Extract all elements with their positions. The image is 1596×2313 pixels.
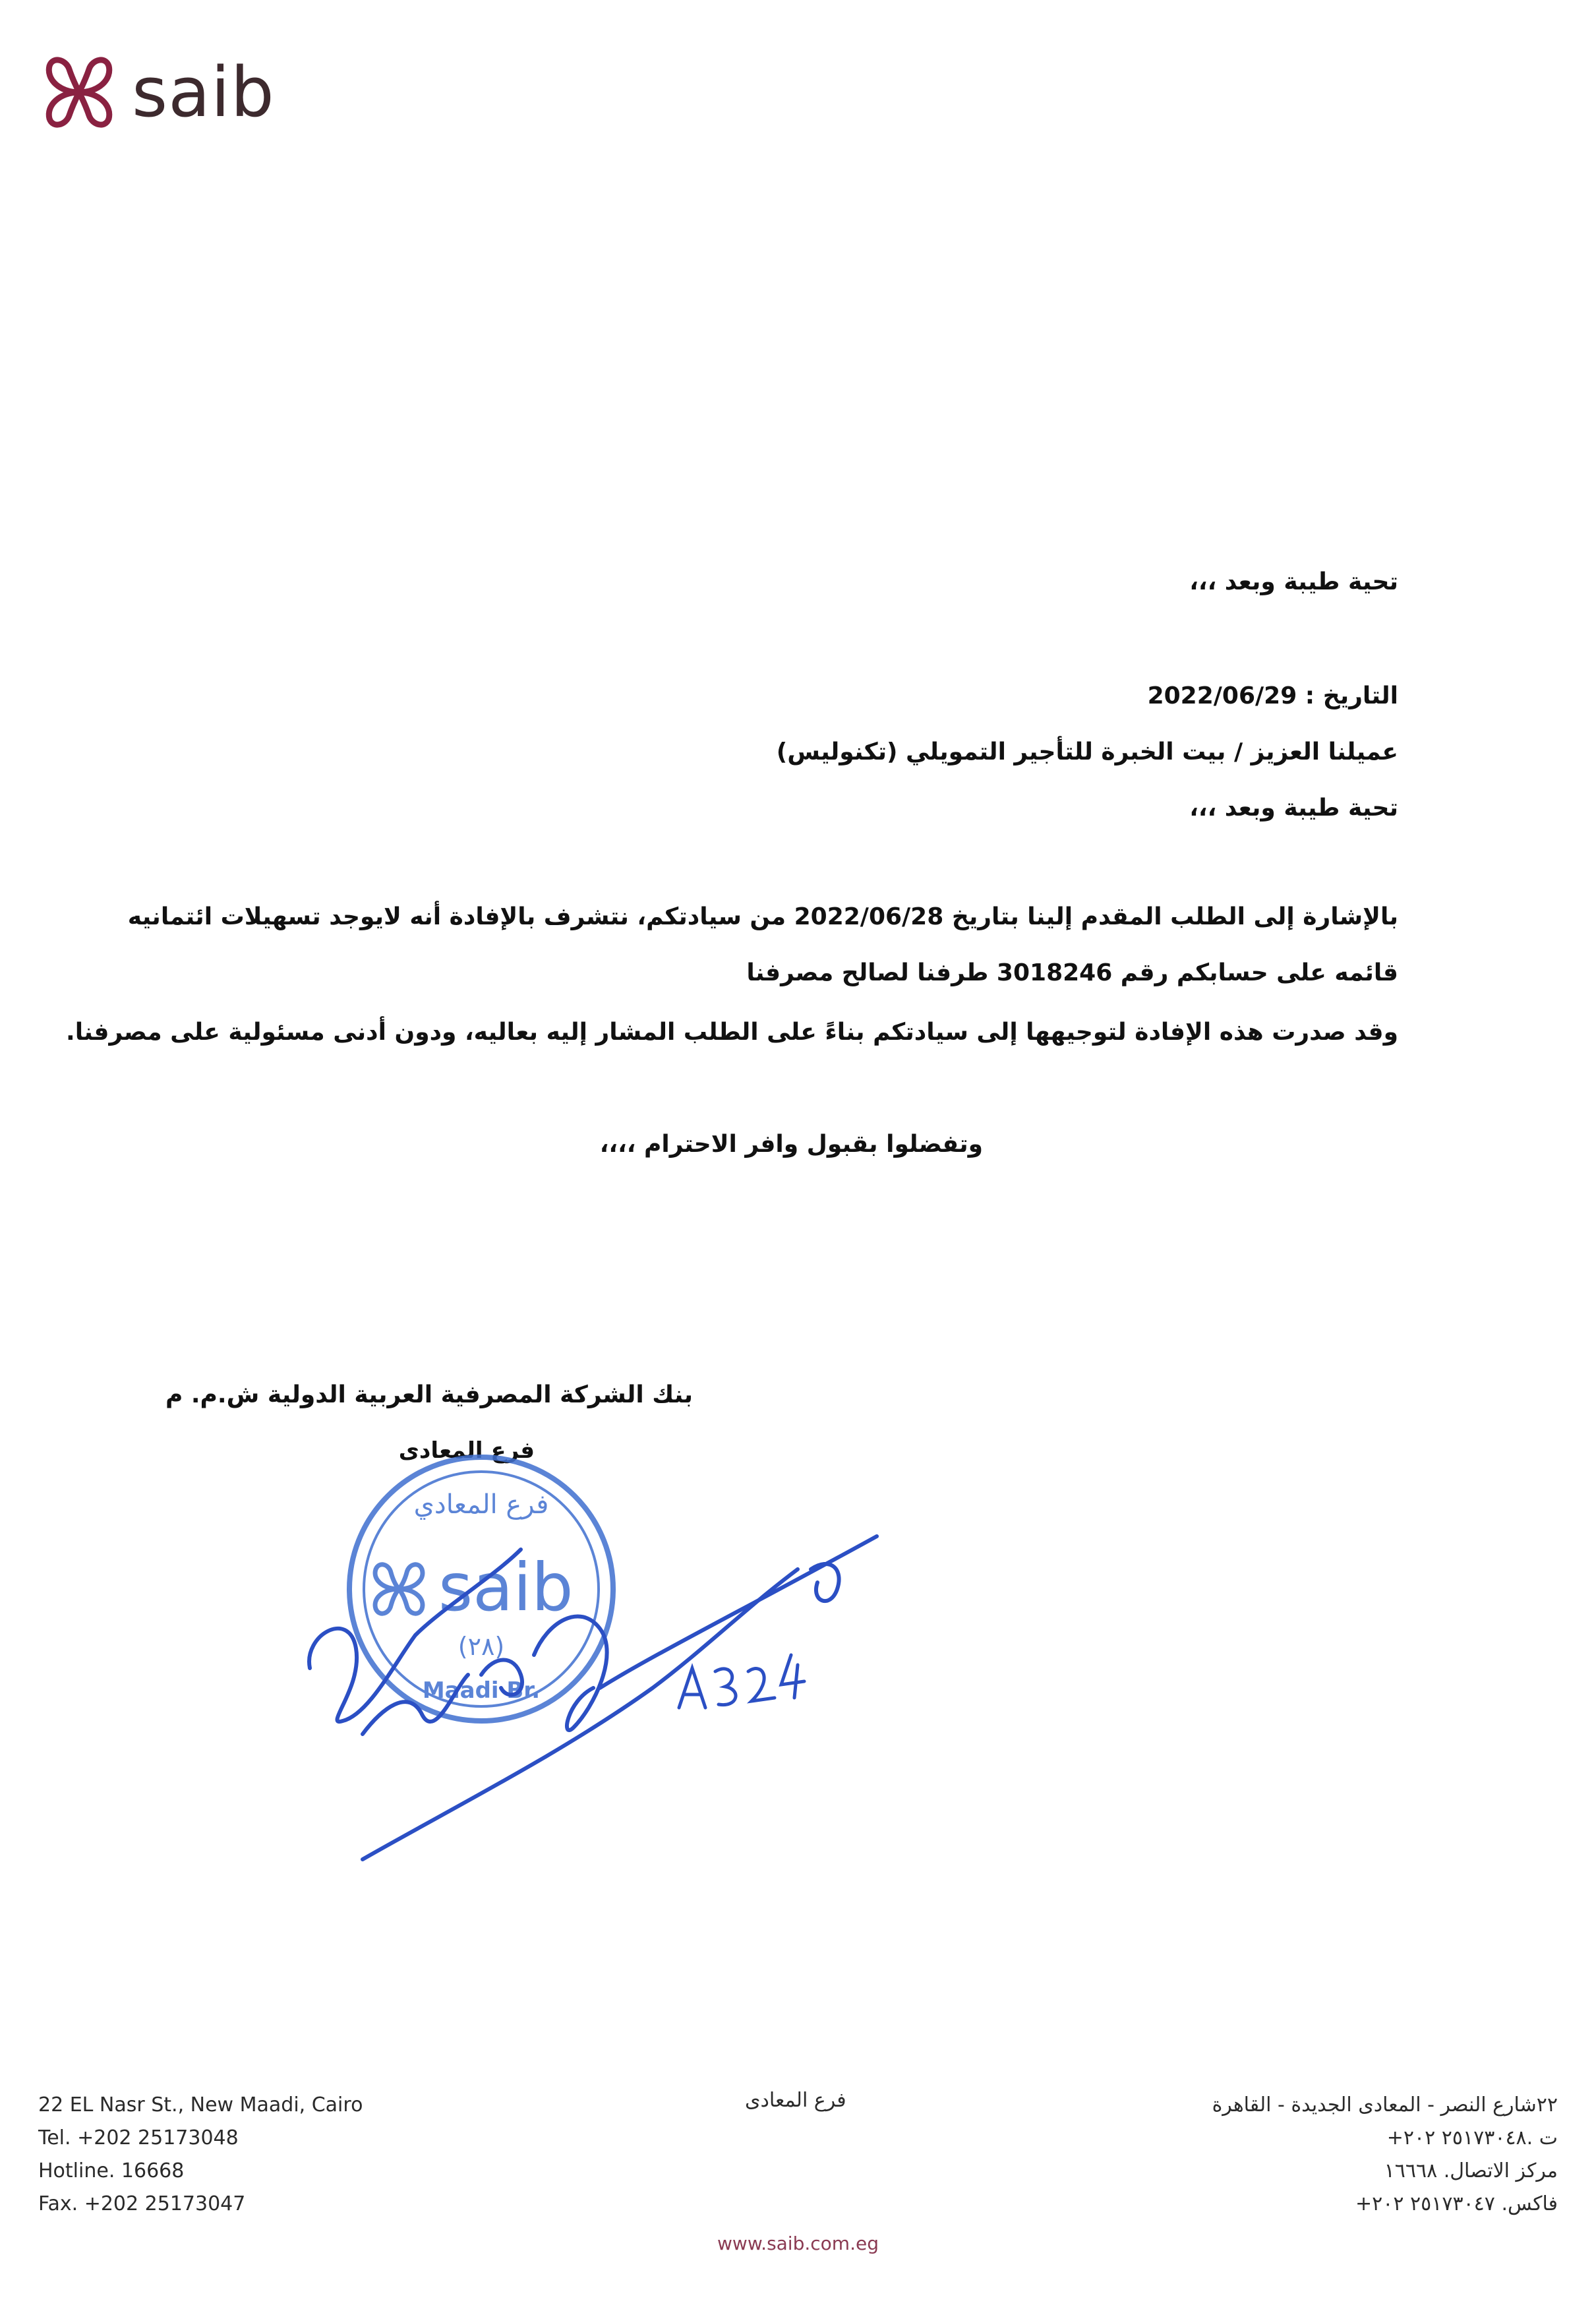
footer-tel-en: Tel. +202 25173048 (38, 2126, 239, 2149)
footer-tel-ar: ت .٢٥١٧٣٠٤٨ ٢٠٢+ (1386, 2126, 1558, 2149)
bank-stamp-and-signature (283, 1437, 930, 1899)
greeting-top: تحية طيبة وبعد ،،، (1189, 568, 1398, 595)
footer-english-contact (38, 2089, 363, 2221)
stamp-bottom-text: Maadi Br. (422, 1677, 541, 1704)
stamp-logo-icon (375, 1565, 423, 1613)
saib-logo (33, 46, 297, 138)
handwritten-reference-icon (679, 1655, 804, 1708)
stamp-code-text: (٢٨) (458, 1632, 505, 1661)
body-line-1: بالإشارة إلى الطلب المقدم إلينا بتاريخ 2022/06/28 من سيادتكم، نتشرف بالإفادة أنه لايوجد تسهيلات ائتمانيه (127, 903, 1398, 930)
stamp-top-text: فرع المعادي (413, 1489, 549, 1520)
body-line-3: وقد صدرت هذه الإفادة لتوجيهها إلى سيادتكم بناءً على الطلب المشار إليه بعاليه، ودون أدنى مسئولية على مصرفنا. (66, 1019, 1398, 1046)
stamp-logo-text: saib (438, 1549, 574, 1626)
footer-hotline-en: Hotline. 16668 (38, 2159, 185, 2182)
bank-name: بنك الشركة المصرفية العربية الدولية ش.م. م (165, 1381, 693, 1408)
footer-address-en: 22 EL Nasr St., New Maadi, Cairo (38, 2093, 363, 2117)
footer-branch-label: فرع المعادى (745, 2089, 846, 2112)
saib-logo-text: saib (132, 52, 275, 133)
footer-website-link[interactable]: www.saib.com.eg (717, 2233, 879, 2254)
recipient-line: عميلنا العزيز / بيت الخبرة للتأجير التمويلي (تكنوليس) (776, 738, 1398, 766)
footer-arabic-contact (1212, 2089, 1558, 2221)
saib-logo-mark-icon (33, 46, 125, 138)
round-stamp (349, 1457, 613, 1721)
footer-address-ar: ٢٢شارع النصر - المعادى الجديدة - القاهرة (1212, 2093, 1558, 2117)
body-line-2: قائمه على حسابكم رقم 3018246 طرفنا لصالح مصرفنا (746, 959, 1398, 986)
footer-fax-en: Fax. +202 25173047 (38, 2192, 246, 2215)
footer-hotline-ar: مركز الاتصال. ١٦٦٦٨ (1384, 2159, 1558, 2182)
branch-name: فرع المعادى (398, 1437, 535, 1464)
footer-fax-ar: فاكس. ٢٥١٧٣٠٤٧ ٢٠٢+ (1355, 2192, 1558, 2215)
closing-line: وتفضلوا بقبول وافر الاحترام ،،،، (599, 1131, 983, 1158)
letter-date: التاريخ : 2022/06/29 (1147, 682, 1398, 709)
greeting-repeat: تحية طيبة وبعد ،،، (1189, 795, 1398, 822)
